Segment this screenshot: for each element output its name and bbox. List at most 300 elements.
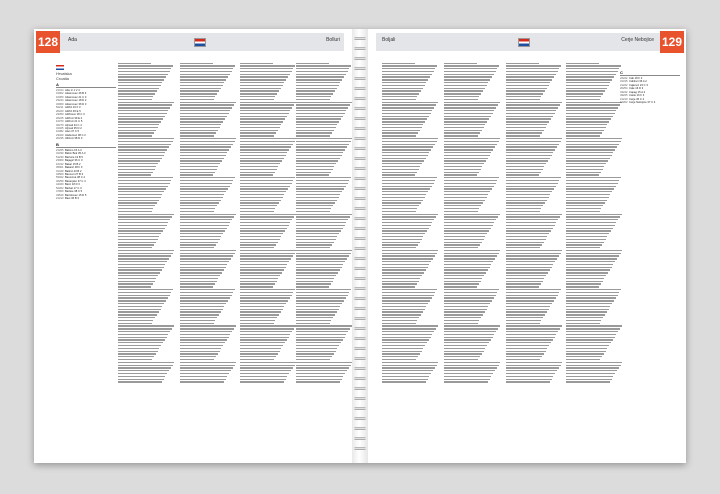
illegible-index-line (240, 85, 283, 86)
illegible-index-line (296, 283, 331, 284)
illegible-index-line (180, 205, 217, 206)
illegible-index-line (382, 272, 424, 273)
illegible-index-line (566, 334, 616, 335)
illegible-index-line (444, 373, 493, 374)
illegible-index-line (296, 177, 351, 178)
place-name: Barlete 38 C 5 (65, 190, 83, 194)
illegible-index-line (382, 135, 416, 136)
illegible-index-line (382, 309, 425, 310)
illegible-index-line (296, 211, 330, 212)
illegible-index-line (240, 334, 290, 335)
illegible-index-line (382, 68, 435, 69)
illegible-index-line (296, 79, 342, 80)
illegible-index-line (506, 264, 553, 265)
postal-code: 52202 (56, 186, 64, 190)
place-name: Banovina 38 C 4 (65, 176, 85, 180)
illegible-index-line (240, 236, 281, 237)
illegible-index-line (566, 152, 613, 153)
illegible-index-line (180, 208, 215, 209)
illegible-index-line (180, 82, 224, 83)
right-page (368, 29, 686, 463)
illegible-index-line (382, 314, 421, 315)
illegible-index-line (444, 272, 486, 273)
illegible-index-line (296, 191, 342, 192)
illegible-index-line (118, 152, 165, 153)
illegible-index-line (180, 320, 215, 321)
illegible-index-line (240, 348, 281, 349)
illegible-index-line (118, 267, 164, 268)
illegible-index-line (506, 116, 553, 117)
illegible-index-line (180, 85, 223, 86)
illegible-index-line (444, 216, 498, 217)
illegible-index-line (566, 197, 609, 198)
illegible-index-line (566, 188, 614, 189)
illegible-index-line (180, 258, 231, 259)
postal-code: 43242 (620, 90, 628, 94)
illegible-index-line (240, 172, 275, 173)
illegible-index-line (240, 225, 289, 226)
postal-code: 21222 (620, 83, 628, 87)
illegible-index-line (382, 228, 429, 229)
binding-ring (354, 137, 366, 140)
illegible-index-line (118, 121, 161, 122)
illegible-index-line (444, 82, 488, 83)
illegible-index-line (382, 85, 425, 86)
illegible-index-line (180, 186, 230, 187)
illegible-index-line (444, 348, 485, 349)
illegible-index-line (444, 297, 494, 298)
illegible-index-line (382, 152, 429, 153)
illegible-index-line (240, 177, 295, 178)
illegible-index-line (566, 124, 607, 125)
illegible-index-line (506, 63, 539, 64)
illegible-index-line (506, 71, 558, 72)
illegible-index-line (506, 334, 556, 335)
illegible-index-line (118, 292, 171, 293)
illegible-index-line (296, 90, 335, 91)
illegible-index-line (180, 267, 226, 268)
illegible-index-line (382, 74, 432, 75)
illegible-index-line (240, 379, 286, 380)
illegible-index-line (566, 172, 601, 173)
illegible-index-line (240, 356, 276, 357)
postal-code: 32250 (56, 179, 64, 183)
illegible-index-line (566, 289, 621, 290)
illegible-index-line (118, 303, 164, 304)
index-column-5 (296, 61, 352, 383)
illegible-index-line (444, 163, 484, 164)
illegible-index-line (180, 359, 214, 360)
postal-code: 53022 (56, 176, 64, 180)
illegible-index-line (118, 286, 151, 287)
illegible-index-line (506, 317, 543, 318)
illegible-index-line (240, 283, 275, 284)
illegible-index-line (444, 146, 495, 147)
illegible-index-line (382, 158, 426, 159)
illegible-index-line (180, 295, 232, 296)
illegible-index-line (506, 132, 542, 133)
binding-ring (354, 117, 366, 120)
illegible-index-line (506, 183, 558, 184)
illegible-index-line (240, 331, 292, 332)
illegible-index-line (118, 138, 174, 139)
illegible-index-line (118, 116, 165, 117)
illegible-index-line (566, 216, 620, 217)
illegible-index-line (382, 211, 416, 212)
illegible-index-line (382, 311, 423, 312)
illegible-index-line (566, 177, 621, 178)
illegible-index-line (444, 71, 496, 72)
illegible-index-line (506, 65, 561, 66)
postal-code: 43540 (56, 193, 64, 197)
illegible-index-line (566, 339, 613, 340)
illegible-index-line (382, 255, 435, 256)
illegible-index-line (180, 211, 214, 212)
illegible-index-line (444, 211, 478, 212)
illegible-index-line (180, 250, 236, 251)
postal-code: 10360 (56, 95, 64, 99)
illegible-index-line (180, 149, 229, 150)
illegible-index-line (180, 314, 219, 315)
illegible-index-line (240, 71, 292, 72)
illegible-index-line (506, 200, 547, 201)
illegible-index-line (180, 63, 213, 64)
illegible-index-line (296, 96, 331, 97)
illegible-index-line (566, 138, 622, 139)
illegible-index-line (382, 289, 437, 290)
illegible-index-line (180, 146, 231, 147)
illegible-index-line (118, 295, 170, 296)
illegible-index-line (296, 130, 334, 131)
illegible-index-line (382, 76, 430, 77)
illegible-index-line (118, 76, 166, 77)
illegible-index-line (444, 334, 494, 335)
illegible-index-line (566, 379, 612, 380)
illegible-index-line (506, 88, 547, 89)
illegible-index-line (506, 82, 550, 83)
illegible-index-line (240, 365, 295, 366)
illegible-index-line (296, 132, 332, 133)
illegible-index-line (566, 337, 615, 338)
illegible-index-line (296, 239, 336, 240)
illegible-index-line (118, 320, 153, 321)
illegible-index-line (296, 144, 349, 145)
place-name: Adžinci 39 E 4 (65, 116, 83, 120)
illegible-index-line (382, 113, 431, 114)
illegible-index-line (240, 250, 296, 251)
illegible-index-line (296, 124, 337, 125)
illegible-index-line (506, 113, 555, 114)
illegible-index-line (240, 281, 277, 282)
illegible-index-line (180, 239, 220, 240)
illegible-index-line (444, 124, 485, 125)
croatia-flag-small-icon (56, 65, 64, 70)
illegible-index-line (180, 163, 220, 164)
illegible-index-line (240, 144, 293, 145)
illegible-index-line (382, 90, 421, 91)
illegible-index-line (180, 228, 227, 229)
illegible-index-line (296, 255, 349, 256)
illegible-index-line (180, 362, 236, 363)
illegible-index-line (382, 99, 416, 100)
illegible-index-line (118, 127, 158, 128)
postal-code: 51230 (56, 155, 64, 159)
illegible-index-line (506, 239, 546, 240)
illegible-index-line (566, 163, 606, 164)
illegible-index-line (240, 297, 290, 298)
illegible-index-line (118, 124, 159, 125)
illegible-index-line (180, 370, 231, 371)
binding-ring (354, 347, 366, 350)
binding-ring (354, 427, 366, 430)
place-name: Cale 16 D 3 (629, 87, 644, 91)
illegible-index-line (180, 306, 224, 307)
illegible-index-line (296, 183, 348, 184)
illegible-index-line (382, 93, 419, 94)
illegible-index-line (566, 130, 604, 131)
place-name: Adamovec 46 B 3 (65, 92, 87, 96)
illegible-index-line (566, 325, 622, 326)
illegible-index-line (444, 180, 497, 181)
illegible-index-line (180, 328, 234, 329)
illegible-index-line (296, 118, 341, 119)
illegible-index-line (444, 311, 485, 312)
illegible-index-line (296, 253, 351, 254)
illegible-index-line (566, 132, 602, 133)
illegible-index-line (506, 267, 552, 268)
illegible-index-line (118, 331, 170, 332)
illegible-index-line (444, 320, 479, 321)
illegible-index-line (444, 113, 493, 114)
illegible-index-line (240, 272, 282, 273)
illegible-index-line (118, 328, 172, 329)
illegible-index-line (506, 166, 544, 167)
illegible-index-line (506, 188, 554, 189)
illegible-index-line (444, 130, 482, 131)
illegible-index-line (382, 278, 420, 279)
illegible-index-line (506, 172, 541, 173)
illegible-index-line (506, 211, 540, 212)
illegible-index-line (382, 295, 434, 296)
illegible-index-line (118, 311, 159, 312)
illegible-index-line (382, 149, 431, 150)
illegible-index-line (118, 353, 156, 354)
illegible-index-line (296, 345, 339, 346)
illegible-index-line (118, 155, 164, 156)
illegible-index-line (118, 345, 161, 346)
illegible-index-line (180, 116, 227, 117)
postal-code: 21213 (56, 197, 64, 201)
illegible-index-line (118, 180, 171, 181)
illegible-index-line (506, 348, 547, 349)
illegible-index-line (240, 169, 277, 170)
illegible-index-line (296, 202, 335, 203)
illegible-index-line (444, 367, 497, 368)
index-column-1 (56, 81, 116, 201)
illegible-index-line (180, 90, 219, 91)
illegible-index-line (382, 269, 426, 270)
illegible-index-line (506, 146, 557, 147)
illegible-index-line (240, 314, 279, 315)
illegible-index-line (296, 116, 343, 117)
illegible-index-line (506, 110, 556, 111)
illegible-index-line (180, 177, 235, 178)
illegible-index-line (118, 202, 157, 203)
illegible-index-line (382, 174, 415, 175)
illegible-index-line (506, 102, 562, 103)
illegible-index-line (444, 138, 500, 139)
illegible-index-line (506, 323, 540, 324)
illegible-index-line (180, 197, 223, 198)
illegible-index-line (444, 152, 491, 153)
illegible-index-line (444, 65, 499, 66)
postal-code: 21314 (56, 89, 64, 92)
illegible-index-line (444, 219, 496, 220)
place-name: Babin Bok 35 A 3 (65, 152, 86, 156)
illegible-index-line (506, 356, 542, 357)
binding-ring (354, 127, 366, 130)
illegible-index-line (240, 258, 291, 259)
illegible-index-line (180, 253, 235, 254)
illegible-index-line (566, 68, 619, 69)
illegible-index-line (180, 194, 224, 195)
illegible-index-line (382, 205, 419, 206)
binding-ring (354, 447, 366, 450)
illegible-index-line (296, 362, 352, 363)
illegible-index-line (444, 281, 481, 282)
illegible-index-line (240, 219, 292, 220)
illegible-index-line (566, 135, 600, 136)
illegible-index-line (506, 230, 551, 231)
postal-code: 10202 (620, 101, 628, 105)
illegible-index-line (506, 359, 540, 360)
illegible-index-line (444, 255, 497, 256)
postal-code: 31330 (56, 152, 64, 156)
illegible-index-line (118, 247, 152, 248)
illegible-index-line (296, 275, 336, 276)
illegible-index-line (118, 132, 154, 133)
illegible-index-line (296, 261, 345, 262)
illegible-index-line (566, 99, 600, 100)
illegible-index-line (118, 236, 159, 237)
illegible-index-line (118, 379, 164, 380)
illegible-index-line (444, 283, 479, 284)
illegible-index-line (240, 197, 283, 198)
binding-ring (354, 87, 366, 90)
illegible-index-line (382, 381, 426, 382)
illegible-index-line (566, 303, 612, 304)
illegible-index-line (444, 132, 480, 133)
illegible-index-line (566, 233, 609, 234)
illegible-index-line (180, 174, 213, 175)
illegible-index-line (506, 177, 561, 178)
illegible-index-line (118, 110, 168, 111)
illegible-index-line (118, 141, 173, 142)
place-name: Adžićevo 18 C 3 (65, 113, 85, 117)
index-column-10 (620, 69, 680, 105)
place-name: Bakarić 38 F 3 (65, 166, 83, 170)
illegible-index-line (296, 233, 339, 234)
illegible-index-line (118, 269, 162, 270)
illegible-index-line (240, 188, 288, 189)
binding-ring (354, 297, 366, 300)
illegible-index-line (296, 158, 340, 159)
illegible-index-line (506, 152, 553, 153)
place-name: Banovci 27 B 3 (65, 172, 84, 176)
illegible-index-line (118, 118, 163, 119)
illegible-index-line (506, 250, 562, 251)
illegible-index-line (566, 373, 615, 374)
illegible-index-line (506, 289, 561, 290)
illegible-index-line (296, 353, 334, 354)
illegible-index-line (240, 79, 286, 80)
illegible-index-line (240, 211, 274, 212)
illegible-index-line (506, 138, 562, 139)
illegible-index-line (566, 141, 621, 142)
postal-code: 52211 (56, 106, 64, 110)
illegible-index-line (296, 250, 352, 251)
place-name: Balinci 43 B 2 (65, 169, 82, 173)
index-section-letter: A (56, 82, 116, 88)
illegible-index-line (566, 342, 611, 343)
illegible-index-line (180, 202, 219, 203)
illegible-index-line (296, 311, 337, 312)
illegible-index-line (566, 121, 609, 122)
illegible-index-line (506, 370, 557, 371)
illegible-index-line (180, 99, 214, 100)
illegible-index-line (444, 186, 494, 187)
illegible-index-line (382, 177, 437, 178)
left-header-last-entry: Bolluri (326, 37, 340, 43)
illegible-index-line (240, 367, 293, 368)
illegible-index-line (566, 65, 621, 66)
illegible-index-line (444, 149, 493, 150)
illegible-index-line (566, 110, 616, 111)
illegible-index-line (444, 258, 495, 259)
illegible-index-line (240, 102, 296, 103)
illegible-index-line (240, 68, 293, 69)
place-name: Bajagić 36 C 3 (65, 159, 83, 163)
left-page (34, 29, 352, 463)
illegible-index-line (240, 158, 284, 159)
illegible-index-line (506, 337, 555, 338)
illegible-index-line (382, 244, 418, 245)
illegible-index-line (382, 365, 437, 366)
illegible-index-line (566, 211, 600, 212)
illegible-index-line (240, 127, 280, 128)
illegible-index-line (444, 90, 483, 91)
illegible-index-line (444, 362, 500, 363)
illegible-index-line (444, 110, 494, 111)
illegible-index-line (180, 132, 216, 133)
illegible-index-line (296, 247, 330, 248)
illegible-index-line (506, 275, 546, 276)
illegible-index-line (296, 379, 342, 380)
illegible-index-line (296, 351, 336, 352)
illegible-index-line (566, 160, 608, 161)
postal-code: 32270 (56, 123, 64, 127)
illegible-index-line (506, 197, 549, 198)
illegible-index-line (240, 152, 287, 153)
illegible-index-line (506, 85, 549, 86)
illegible-index-line (444, 96, 479, 97)
illegible-index-line (118, 356, 154, 357)
illegible-index-line (382, 367, 435, 368)
illegible-index-line (180, 292, 233, 293)
illegible-index-line (444, 205, 481, 206)
illegible-index-line (382, 325, 438, 326)
left-page-number: 128 (36, 31, 60, 53)
